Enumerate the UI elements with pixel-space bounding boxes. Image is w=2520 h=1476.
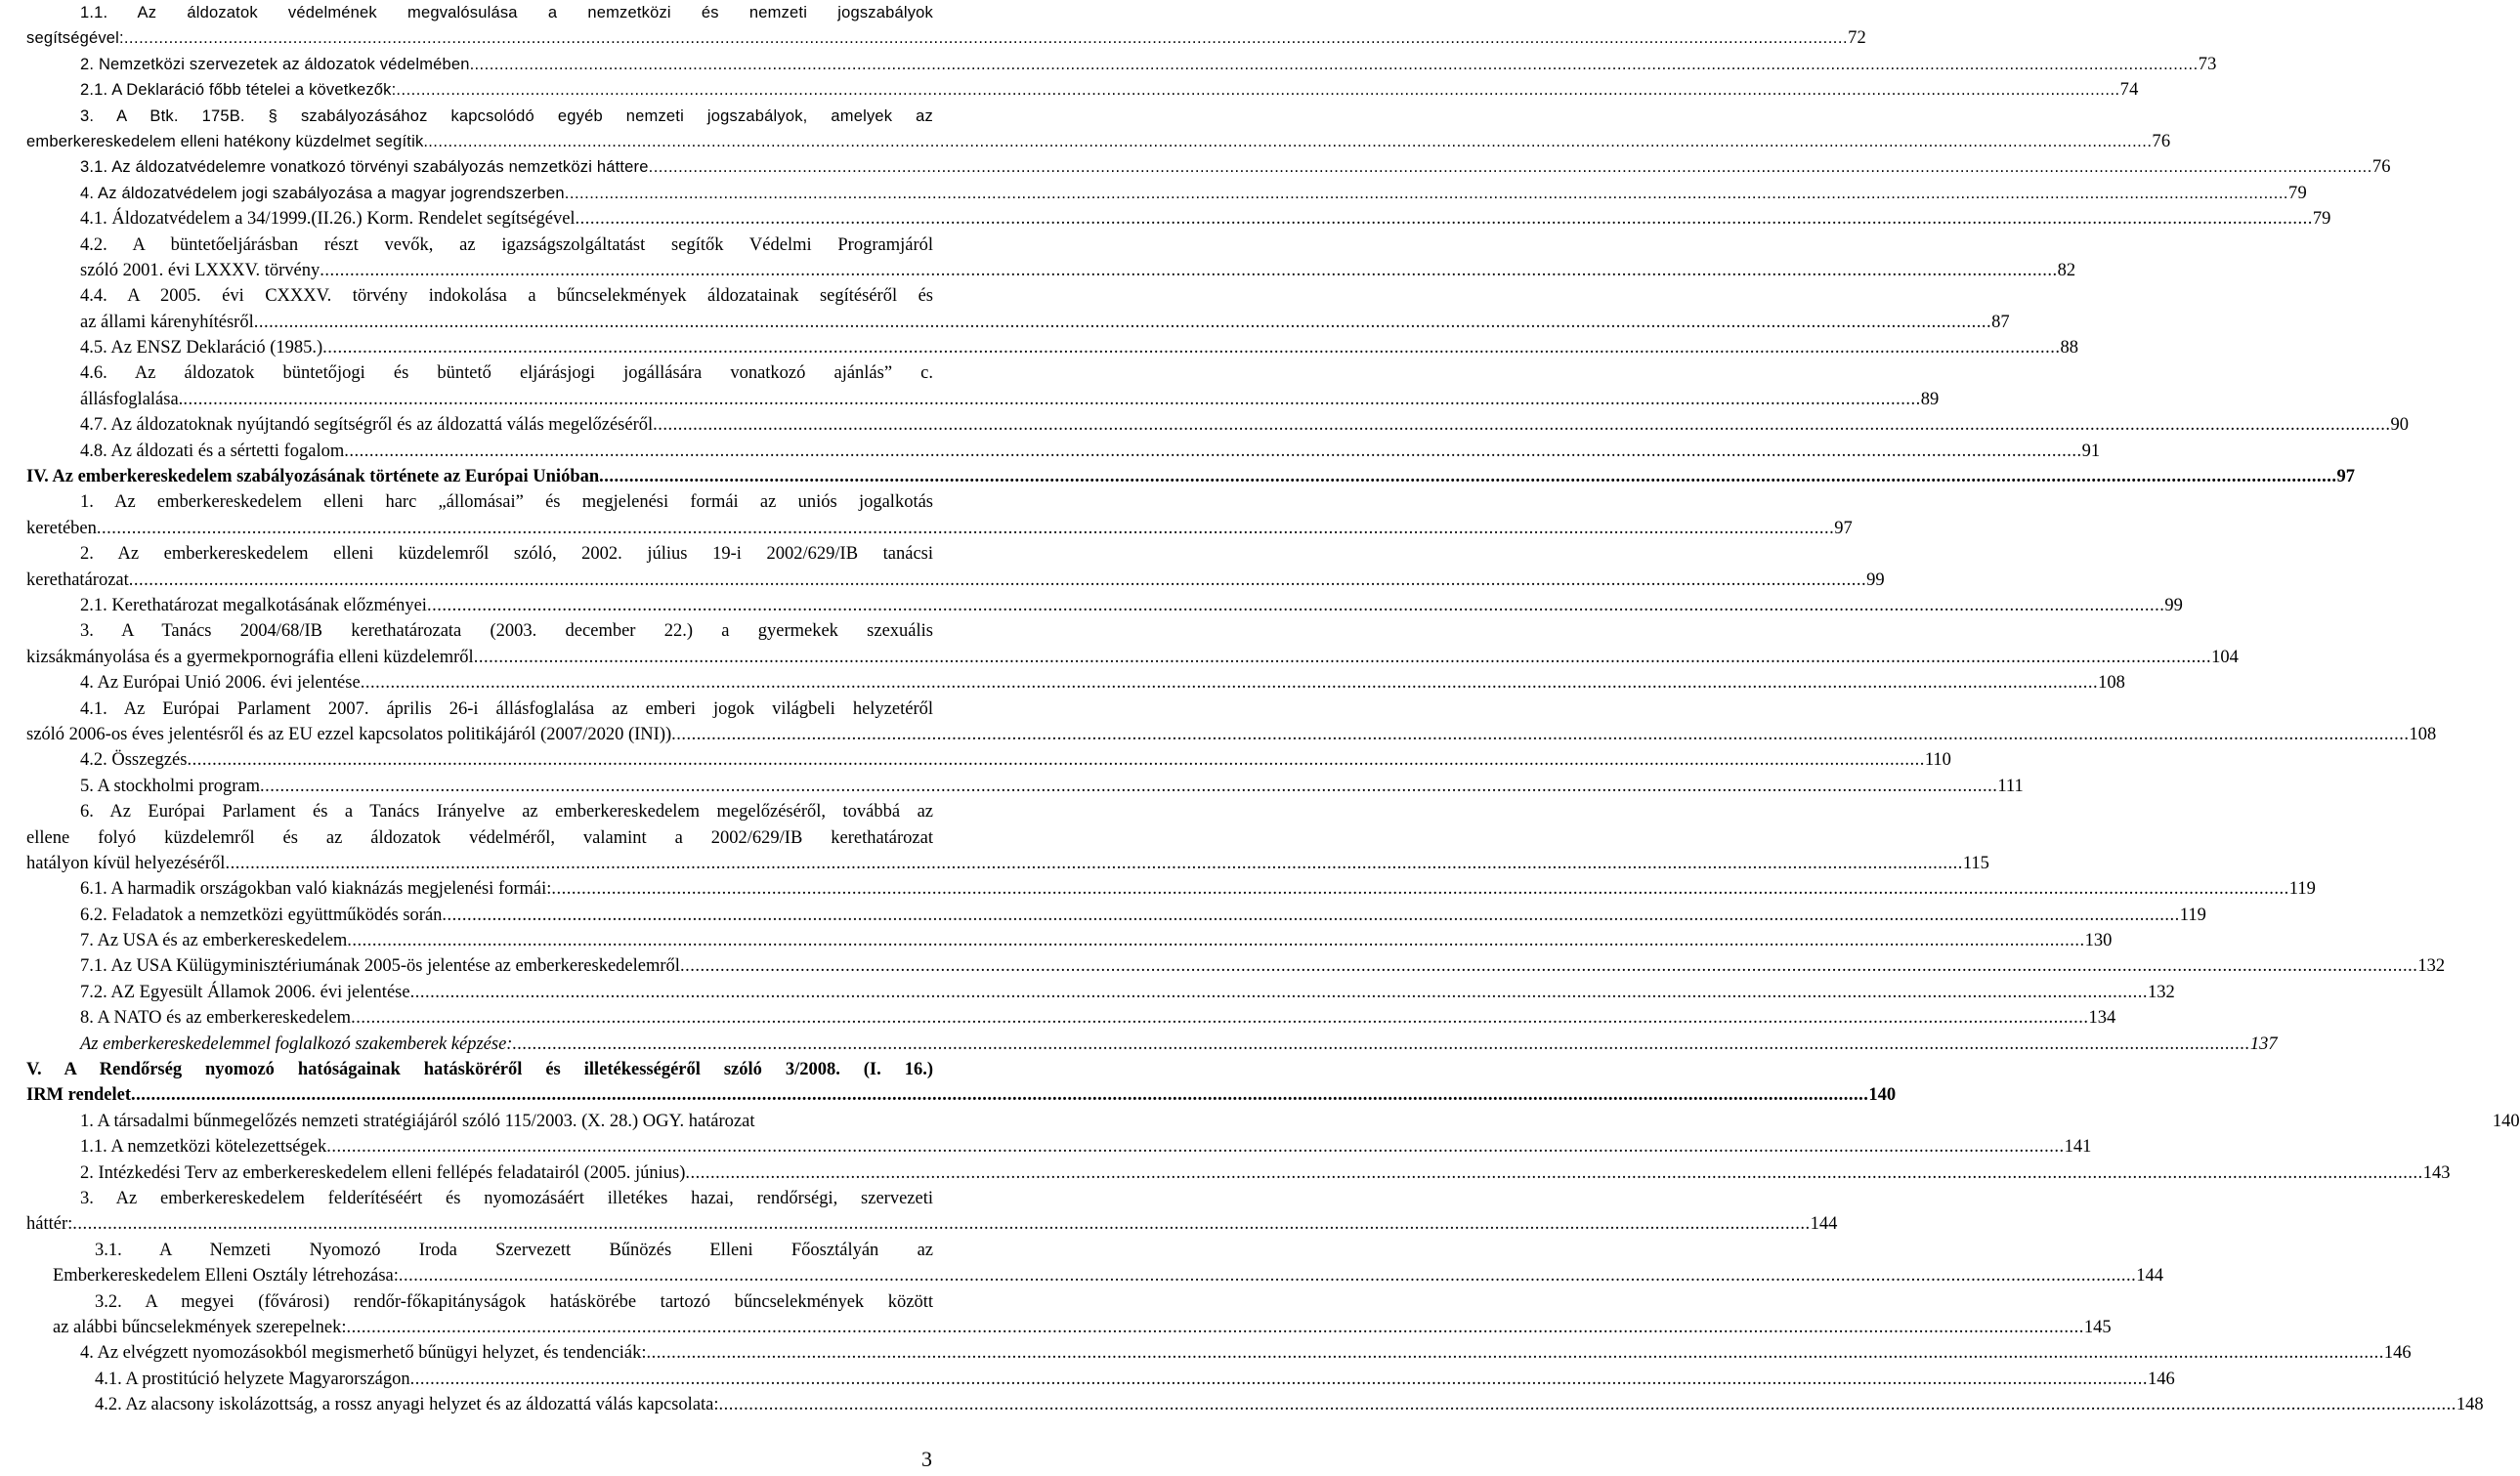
page-number: 3 — [921, 1447, 932, 1471]
toc-entry — [26, 774, 2024, 799]
toc-entry — [26, 593, 2183, 618]
dot-leader — [225, 851, 1962, 876]
toc-entry-title: állásfoglalása. — [80, 389, 184, 409]
toc-entry-title: 4.2. Az alacsony iskolázottság, a rossz anyagi helyzet és az áldozattá válás kapcsolata: — [95, 1395, 719, 1415]
toc-entry-title: Az emberkereskedelemmel foglalkozó szakemberek képzése: — [80, 1033, 513, 1054]
toc-entry-page: 115 — [1962, 853, 1989, 873]
toc-entry-title: az alábbi bűncselekmények szerepelnek: — [53, 1317, 347, 1337]
toc-entry-line: V. A Rendőrség nyomozó hatóságainak hatásköréről és illetékességéről szóló 3/2008. (I. 16.) — [26, 1060, 933, 1080]
toc-entry-title: 6.2. Feladatok a nemzetközi együttműködés során — [80, 905, 443, 925]
toc-entry — [26, 541, 1885, 593]
toc-entry-page: 97 — [2336, 467, 2356, 487]
toc-entry-page: 79 — [2312, 209, 2331, 230]
toc-entry — [26, 953, 2446, 979]
toc-entry-line: 3. A Btk. 175B. § szabályozásához kapcsolódó egyéb nemzeti jogszabályok, amelyek az — [80, 106, 933, 125]
dot-leader — [254, 310, 1991, 335]
dot-leader — [346, 1315, 2083, 1340]
toc-entry — [26, 1340, 2412, 1366]
toc-entry-page: 146 — [2148, 1369, 2175, 1389]
toc-entry-line: 3.2. A megyei (fővárosi) rendőr-főkapitányságok hatáskörébe tartozó bűncselekmények között — [95, 1291, 933, 1312]
toc-entry-line: 4.4. A 2005. évi CXXXV. törvény indokolása a bűncselekmények áldozatainak segítéséről és — [80, 286, 933, 307]
toc-entry — [26, 77, 2139, 103]
dot-leader — [97, 516, 1834, 541]
toc-entry — [26, 903, 2206, 928]
dot-leader — [326, 1134, 2064, 1160]
toc-entry — [26, 928, 2113, 953]
toc-entry-page: 143 — [2422, 1162, 2451, 1183]
toc-entry-title: 4.7. Az áldozatoknak nyújtandó segítségről és az áldozattá válás megelőzéséről — [80, 415, 654, 436]
toc-entry-title: 2.1. A Deklaráció főbb tételei a következők: — [80, 81, 397, 100]
toc-entry-title: szóló 2001. évi LXXXV. törvény — [80, 260, 320, 280]
toc-entry-page: 108 — [2098, 673, 2125, 694]
toc-entry-title: kizsákmányolása és a gyermekpornográfia elleni küzdelemről — [26, 647, 474, 667]
toc-entry — [26, 670, 2125, 696]
toc-entry — [26, 283, 2010, 335]
toc-entry-page: 82 — [2057, 260, 2076, 280]
dot-leader — [72, 1211, 1810, 1237]
toc-entry-title: hatályon kívül helyezéséről — [26, 853, 226, 873]
toc-entry-page: 89 — [1920, 389, 1940, 409]
toc-entry — [26, 1134, 2092, 1160]
toc-entry — [26, 1367, 2175, 1392]
dot-leader — [361, 670, 2098, 696]
toc-entry — [26, 232, 2076, 284]
toc-entry-title: 4.1. Áldozatvédelem a 34/1999.(II.26.) Korm. Rendelet segítségével — [80, 209, 576, 230]
dot-leader — [442, 903, 2179, 928]
dot-leader — [320, 258, 2057, 283]
toc-entry-title: 1. A társadalmi bűnmegelőzés nemzeti stratégiájáról szóló 115/2003. (X. 28.) OGY. határozat — [80, 1111, 755, 1131]
toc-entry-line: 4.1. Az Európai Parlament 2007. április 26-i állásfoglalása az emberi jogok világbeli helyzetéről — [80, 698, 933, 719]
toc-entry — [26, 206, 2331, 232]
dot-leader — [565, 181, 2288, 206]
toc-entry-line: 6. Az Európai Parlament és a Tanács Irányelve az emberkereskedelem megelőzéséről, továbbá az — [80, 802, 933, 822]
toc-entry — [26, 0, 1866, 52]
toc-entry-line: ellene folyó küzdelemről és az áldozatok védelméről, valamint a 2002/629/IB kerethatározat — [26, 827, 933, 848]
dot-leader — [351, 1005, 2088, 1031]
toc-entry-page: 104 — [2211, 647, 2239, 667]
toc-entry — [26, 1186, 1838, 1238]
toc-entry-line: 3. Az emberkereskedelem felderítéséért és nyomozásáért illetékes hazai, rendőrségi, szervezeti — [80, 1188, 933, 1208]
toc-entry-page: 140 — [1868, 1085, 1897, 1106]
toc-entry-page: 90 — [2390, 415, 2410, 436]
toc-entry-title: 1.1. A nemzetközi kötelezettségek — [80, 1137, 327, 1158]
toc-entry — [26, 980, 2175, 1005]
toc-entry-title: 3.1. Az áldozatvédelemre vonatkozó törvényi szabályozás nemzetközi háttere — [80, 158, 649, 177]
toc-entry-page: 137 — [2249, 1033, 2278, 1054]
toc-entry-line: 4.6. Az áldozatok büntetőjogi és büntető eljárásjogi jogállására vonatkozó ajánlás” c. — [80, 363, 933, 384]
toc-entry-page: 76 — [2152, 131, 2171, 151]
toc-entry — [26, 335, 2079, 360]
toc-entry-title: 7.2. AZ Egyesült Államok 2006. évi jelentése — [80, 982, 410, 1002]
toc-entry-title: 2.1. Kerethatározat megalkotásának előzményei — [80, 595, 427, 615]
dot-leader — [680, 953, 2417, 979]
dot-leader — [428, 129, 2152, 154]
toc-entry-page: 134 — [2088, 1008, 2116, 1029]
dot-leader — [344, 439, 2081, 464]
toc-entry-line: 4.2. A büntetőeljárásban részt vevők, az igazságszolgáltatást segítők Védelmi Programjáról — [80, 234, 933, 255]
dot-leader — [512, 1032, 2249, 1057]
dot-leader — [427, 593, 2164, 618]
toc-entry — [26, 1032, 2278, 1057]
toc-entry-title: 4.1. A prostitúció helyzete Magyarországon — [95, 1369, 410, 1389]
toc-entry — [26, 876, 2316, 902]
toc-entry-title: 6.1. A harmadik országokban való kiaknázás megjelenési formái: — [80, 879, 552, 900]
toc-entry-page: 141 — [2064, 1137, 2092, 1158]
toc-entry — [26, 1057, 1897, 1109]
dot-leader — [551, 876, 2288, 902]
toc-entry — [26, 747, 1951, 773]
toc-entry-title: 4.5. Az ENSZ Deklaráció (1985.) — [80, 338, 323, 358]
toc-entry-title: 4.2. Összegzés — [80, 750, 188, 771]
toc-entry — [26, 52, 2217, 77]
dot-leader — [685, 1160, 2422, 1186]
dot-leader — [129, 568, 1866, 593]
toc-entry-page: 99 — [1866, 569, 1885, 590]
toc-entry — [26, 1238, 2164, 1289]
toc-entry — [26, 1392, 2484, 1417]
toc-entry-title: 4. Az elvégzett nyomozásokból megismerhető bűnügyi helyzet, és tendenciák: — [80, 1343, 647, 1364]
dot-leader — [187, 747, 1924, 773]
dot-leader — [131, 1082, 1868, 1108]
toc-entry-title: 8. A NATO és az emberkereskedelem — [80, 1008, 352, 1029]
dot-leader — [410, 980, 2148, 1005]
toc-entry-title: az állami kárenyhítésről — [80, 312, 254, 332]
dot-leader — [649, 154, 2372, 180]
toc-entry — [26, 439, 2101, 464]
dot-leader — [653, 412, 2390, 438]
toc-entry-title: Emberkereskedelem Elleni Osztály létrehozása: — [53, 1266, 399, 1286]
toc-entry-title: 2. Nemzetközi szervezetek az áldozatok védelmében. — [80, 55, 475, 73]
toc-entry-line: 3.1. A Nemzeti Nyomozó Iroda Szervezett Bűnözés Elleni Főosztályán az — [95, 1240, 933, 1260]
toc-entry-page: 144 — [1810, 1214, 1838, 1235]
toc-entry-line: 1. Az emberkereskedelem elleni harc „állomásai” és megjelenési formái az uniós jogalkotás — [80, 492, 933, 513]
toc-entry-page: 73 — [2198, 54, 2217, 74]
toc-entry-page: 76 — [2371, 157, 2391, 178]
dot-leader — [647, 1340, 2384, 1366]
toc-entry-page: 140 — [2492, 1111, 2520, 1131]
toc-entry-page: 91 — [2081, 441, 2101, 461]
toc-entry — [26, 1005, 2116, 1031]
toc-entry-page: 99 — [2164, 595, 2183, 615]
toc-entry-title: háttér: — [26, 1214, 73, 1235]
toc-entry-title: 2. Intézkedési Terv az emberkereskedelem elleni fellépés feladatairól (2005. június) — [80, 1162, 686, 1183]
toc-entry — [26, 181, 2307, 206]
toc-entry — [26, 1109, 2520, 1134]
table-of-contents — [26, 0, 2520, 1417]
dot-leader — [124, 25, 1848, 51]
toc-entry-line: 3. A Tanács 2004/68/IB kerethatározata (2003. december 22.) a gyermekek szexuális — [80, 621, 933, 642]
toc-entry-title: 4. Az áldozatvédelem jogi szabályozása a magyar jogrendszerben — [80, 184, 565, 202]
dot-leader — [260, 774, 1997, 799]
dot-leader — [599, 464, 2336, 489]
toc-entry-line: 1.1. Az áldozatok védelmének megvalósulása a nemzetközi és nemzeti jogszabályok — [80, 4, 933, 21]
toc-entry — [26, 799, 1989, 876]
toc-entry-page: 144 — [2136, 1266, 2164, 1286]
dot-leader — [719, 1392, 2456, 1417]
toc-entry-page: 111 — [1997, 776, 2024, 796]
toc-entry-title: emberkereskedelem elleni hatékony küzdelmet segítik. — [26, 132, 429, 150]
toc-entry-page: 110 — [1924, 750, 1951, 771]
dot-leader — [396, 77, 2119, 103]
dot-leader — [410, 1367, 2148, 1392]
dot-leader — [474, 645, 2211, 670]
toc-entry — [26, 154, 2391, 180]
toc-entry-title: 5. A stockholmi program — [80, 776, 260, 796]
toc-entry-page: 148 — [2456, 1395, 2484, 1415]
toc-entry — [26, 1289, 2112, 1341]
toc-entry-title: 4.8. Az áldozati és a sértetti fogalom — [80, 441, 345, 461]
toc-entry-title: segítségével: — [26, 29, 124, 48]
toc-entry — [26, 1160, 2451, 1186]
toc-entry-line: 2. Az emberkereskedelem elleni küzdelemről szóló, 2002. július 19-i 2002/629/IB tanácsi — [80, 544, 933, 565]
toc-entry-title: IV. Az emberkereskedelem szabályozásának története az Európai Unióban — [26, 467, 600, 487]
toc-entry-page: 79 — [2288, 183, 2307, 203]
toc-entry-title: 7. Az USA és az emberkereskedelem — [80, 931, 348, 951]
toc-entry-page: 146 — [2383, 1343, 2412, 1364]
toc-entry-page: 72 — [1848, 28, 1866, 49]
dot-leader — [399, 1263, 2136, 1288]
toc-entry-page: 132 — [2147, 982, 2175, 1002]
toc-entry-page: 145 — [2083, 1317, 2112, 1337]
dot-leader — [671, 722, 2409, 747]
toc-entry — [26, 489, 1853, 541]
dot-leader — [474, 52, 2198, 77]
toc-entry-title: 7.1. Az USA Külügyminisztériumának 2005-ös jelentése az emberkereskedelemről — [80, 956, 680, 977]
toc-entry-page: 108 — [2409, 724, 2437, 744]
toc-entry — [26, 104, 2171, 155]
toc-entry-page: 119 — [2179, 905, 2206, 925]
toc-entry-title: szóló 2006-os éves jelentésről és az EU ezzel kapcsolatos politikájáról (2007/2020 (INI)) — [26, 724, 672, 744]
toc-entry — [26, 696, 2437, 748]
toc-entry-title: kerethatározat — [26, 569, 129, 590]
toc-entry — [26, 360, 1940, 412]
dot-leader — [322, 335, 2060, 360]
toc-entry-page: 97 — [1834, 518, 1853, 538]
toc-entry — [26, 412, 2410, 438]
toc-entry-title: 4. Az Európai Unió 2006. évi jelentése — [80, 673, 361, 694]
toc-entry — [26, 618, 2239, 670]
toc-entry-page: 132 — [2417, 956, 2446, 977]
toc-entry — [26, 464, 2356, 489]
toc-entry-page: 130 — [2084, 931, 2113, 951]
dot-leader — [347, 928, 2084, 953]
toc-entry-title: keretében — [26, 518, 97, 538]
dot-leader — [183, 387, 1920, 412]
toc-entry-page: 88 — [2060, 338, 2079, 358]
dot-leader — [576, 206, 2313, 232]
toc-entry-page: 119 — [2288, 879, 2316, 900]
toc-entry-title: IRM rendelet — [26, 1085, 132, 1106]
toc-entry-page: 74 — [2119, 80, 2139, 101]
toc-entry-page: 87 — [1991, 312, 2010, 332]
